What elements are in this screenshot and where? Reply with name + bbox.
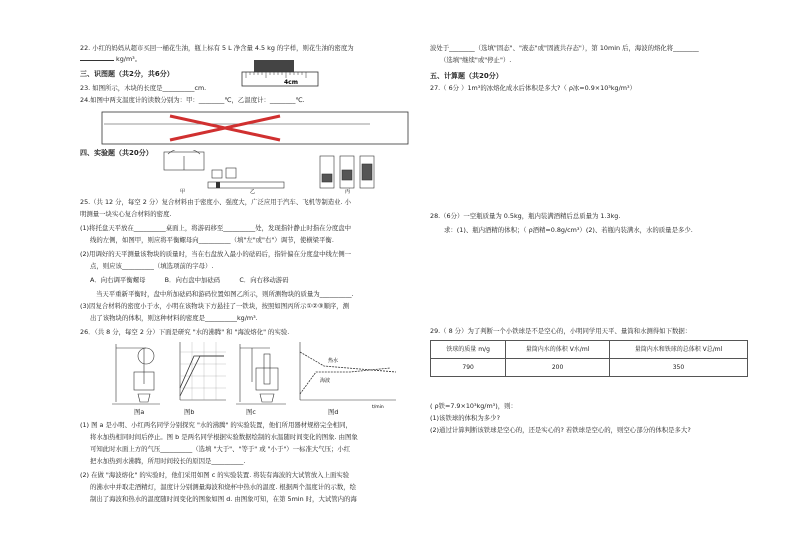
thermometer-figure <box>100 110 410 146</box>
boiling-experiment-figure <box>110 338 400 416</box>
table-row <box>431 359 748 377</box>
q25-more-2: (3)因复合材料的密度小于水，小明在该物块下方悬挂了一铁块，按照如图丙所示①②③顺序，测 <box>80 302 350 310</box>
fig-d-caption: 图d <box>328 408 339 416</box>
q25-line-2: 明测量一块实心复合材料的密度. <box>80 210 172 218</box>
section-5-title: 五、计算题（共20分） <box>430 72 503 80</box>
q29-text: 29.（ 8 分）为了判断一个小铁球是不是空心的，小明同学用天平、量筒和水测得如下数据： <box>430 327 692 335</box>
balance-figure <box>160 150 390 194</box>
q26-more-2: 将水加热相同时间后停止。图 b 是两名同学根据实验数据绘制的水温随时间变化的图象. 由图象 <box>90 433 358 441</box>
q25-line-1: 25.（共 12 分，每空 2 分）复合材料由于密度小、强度大，广泛应用于汽车、飞机等制造业. 小 <box>80 198 352 206</box>
q29-line-3: (2)通过计算判断该铁球是空心的，还是实心的? 若铁球是空心的，则空心部分的体积是多大? <box>430 426 691 434</box>
answer-blank[interactable] <box>80 54 114 61</box>
q22-line2 <box>80 54 141 63</box>
q26-more-5: (2) 在做 "海波熔化" 的实验时，他们采用如图 c 的实验装置. 将装有海波的大试管放入上面实验 <box>80 471 350 479</box>
fig-b-caption: 图b <box>184 408 195 416</box>
q22-line1: 22. 小红的妈妈从超市买回一桶花生油，瓶上标有 5 L 净含量 4.5 kg 的字样，则花生油的密度为 <box>80 44 354 52</box>
q29-line-1: ( ρ铁=7.9×10³kg/m³)，则： <box>430 402 517 410</box>
table-cell: 790 <box>431 359 506 377</box>
weight-icon <box>212 170 222 178</box>
data-table <box>430 340 748 377</box>
label-yi: 乙 <box>250 189 256 194</box>
q25-more-3: 出了该物块的体积，则这种材料的密度是__________kg/m³. <box>90 314 258 322</box>
q24-text: 24.如图中两支温度计的读数分别为：甲：________℃，乙温度计：________℃. <box>80 96 305 104</box>
q22-unit: kg/m³。 <box>116 55 142 63</box>
q28-line-2: 求：(1)、瓶内酒精的体积；（ ρ酒精=0.8g/cm³）(2)、若瓶内装满水，水的质量是多少. <box>444 226 693 234</box>
q26-more-4: 把水加热到水沸腾，所用时间较长的原因是__________. <box>90 457 246 465</box>
q23-text: 23. 如图所示，木块的长度是__________cm. <box>80 84 207 92</box>
ruler <box>242 72 318 86</box>
q26-more-1: (1) 图 a 是小明、小红两名同学分别探究 "水的沸腾" 的实验装置，他们所用器材规格完全相同， <box>80 421 352 429</box>
table-header: 量筒内水的体积 V水/ml <box>506 341 610 359</box>
q25-line-4: 线的左侧，如图甲，则应将平衡螺母向__________（填"左"或"右"）调节，使横梁平衡. <box>90 236 334 244</box>
section-3-title: 三、识图题（共2分，共6分） <box>80 70 174 78</box>
label-jia: 甲 <box>180 189 186 194</box>
fig-c-caption: 图c <box>246 408 256 416</box>
q27-text: 27.（ 6分 ）1m³的冰熔化成水后体积是多大?（ ρ冰=0.9×10³kg/m³） <box>430 84 636 92</box>
q26-more-6: 的沸水中并取走酒精灯，温度计分别测量海波和烧杯中热水的温度. 根据两个温度计的示数，绘 <box>90 483 357 491</box>
weight-icon <box>226 168 236 178</box>
ruler-label: 4cm <box>284 79 298 86</box>
q26-line-1: 26．（共 8 分，每空 2 分）下面是研究 "水的沸腾" 和 "海波熔化" 的实验. <box>80 328 290 336</box>
q25-line-3: (1)将托盘天平放在__________桌面上，将游码移至__________处，发现指针静止时指在分度盘中 <box>80 224 352 232</box>
graph-label-hot-water: 热水 <box>328 358 339 364</box>
table-header: 铁球的质量 m/g <box>431 341 506 359</box>
q25-line-6: 点，则应该__________（填选项前的字母）. <box>90 262 214 270</box>
graph-label-haibo: 海波 <box>320 378 331 384</box>
table-cell: 200 <box>506 359 610 377</box>
table-header: 量筒内水和铁球的总体积 V总/ml <box>609 341 747 359</box>
graph-label-time: t/min <box>372 405 384 410</box>
q29-line-2: (1)该铁球的体积为多少? <box>430 414 500 422</box>
q25-options: A．向右调平衡螺母 B．向右盘中加砝码 C．向右移动游码 <box>90 276 289 284</box>
fig-a-caption: 图a <box>134 408 145 416</box>
q25-line-5: (2)用调好的天平测量该物块的质量时，当在右盘放入最小的砝码后，指针偏在分度盘中线左侧一 <box>80 250 352 258</box>
wood-block <box>254 60 294 72</box>
q28-line-1: 28.（6分）一空瓶质量为 0.5kg，瓶内装满酒精后总质量为 1.3kg. <box>430 212 621 220</box>
q25-more-1: 当天平重新平衡时，盘中所加砝码和游码位置如图乙所示，则所测物块的质量为__________. <box>96 290 354 298</box>
label-bing: 丙 <box>345 189 351 194</box>
table-header-row <box>431 341 748 359</box>
q26-more-7: 制出了海波和热水的温度随时间变化的图象如图 d. 由图象可知，在第 5min 时，大试管内的海 <box>90 495 357 503</box>
q26-cont-2: （选填"继续"或"停止"）. <box>440 56 512 64</box>
table-cell: 350 <box>609 359 747 377</box>
q26-more-3: 可知此时水面上方的气压__________（选填 "大于"、"等于" 或 "小于"）一标准大气压；小红 <box>90 445 351 453</box>
ruler-figure <box>240 58 320 94</box>
q26-cont-1: 波处于________（选填"固态"、"液态"或"固液共存态"），第 10min 后，海波的熔化将________ <box>430 44 699 52</box>
section-4-title: 四、实验题（共20分） <box>80 149 153 157</box>
